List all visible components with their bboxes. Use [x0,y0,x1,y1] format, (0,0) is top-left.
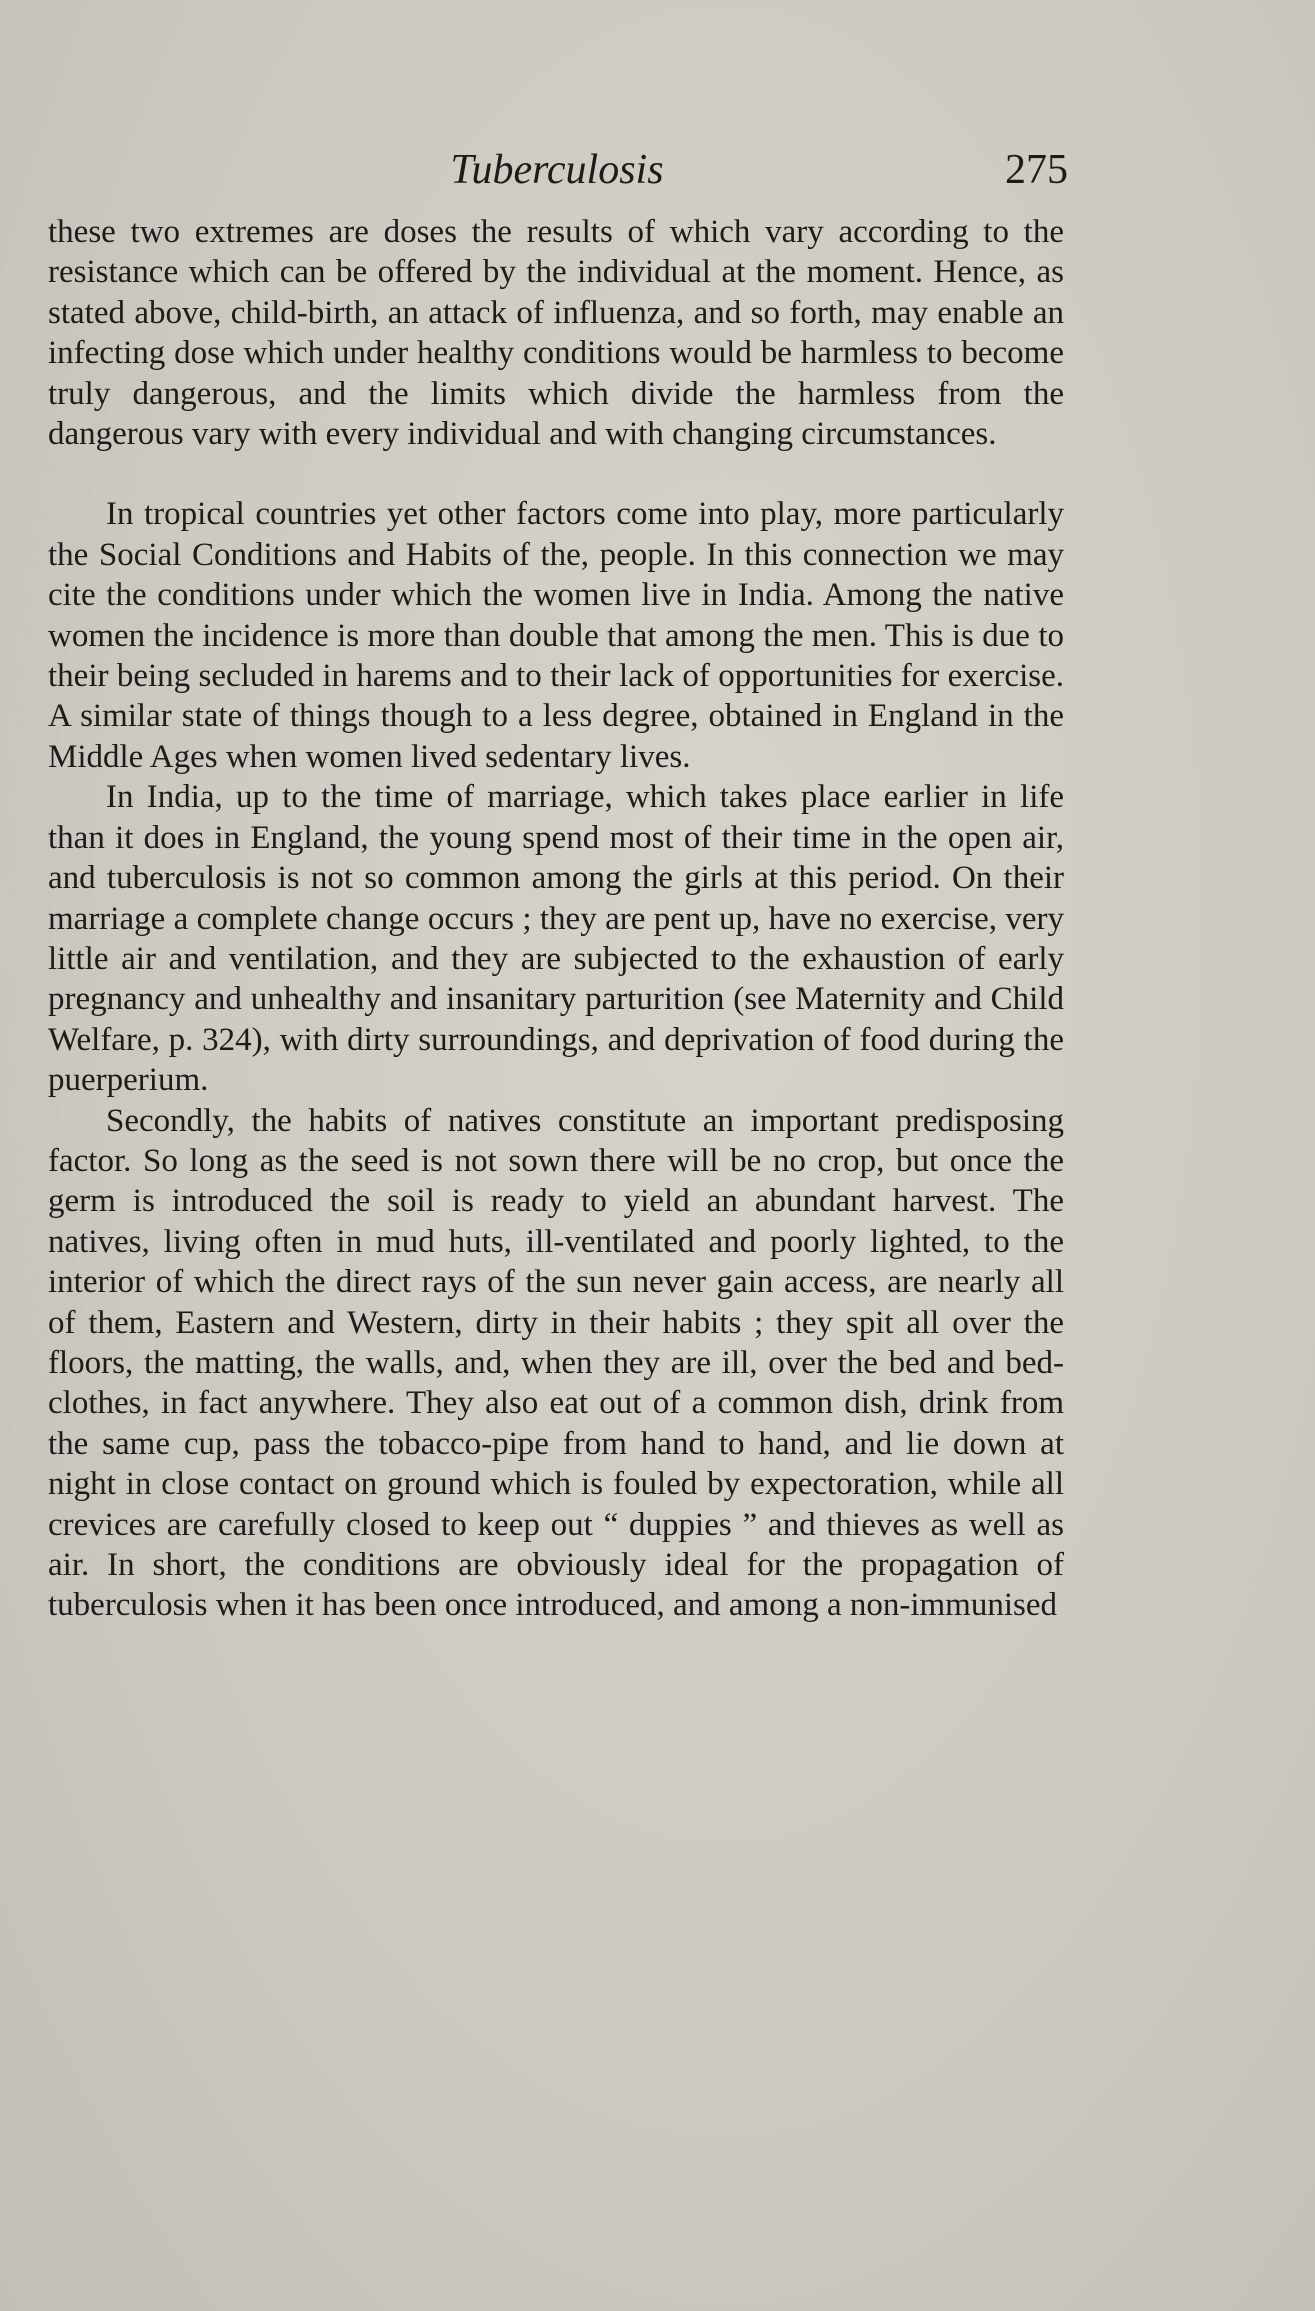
paragraph-tropical-factors: In tropical countries yet other factors come into play, more particularly the Social Conditions and Habits of the, people. In this connection we may cite the conditions under which the women live in India. Among the native women the incidence is more than double that among the men. This is due to their being secluded in harems and to their lack of opportunities for exercise. A similar state of things though to a less degree, obtained in England in the Middle Ages when women lived sedentary lives. [48,496,1064,775]
paragraph-marriage-india: In India, up to the time of marriage, which takes place earlier in life than it does in England, the young spend most of their time in the open air, and tuberculosis is not so common among the girls at this period. On their marriage a complete change occurs ; they are pent up, have no exercise, very little air and ventilation, and they are subjected to the exhaustion of early pregnancy and unhealthy and insanitary parturition (see Maternity and Child Welfare, p. 324), with dirty surroundings, and deprivation of food during the puerperium. [48,779,1064,1099]
body-text [48,212,1064,1626]
page-header [46,142,1068,202]
paragraph-native-habits: Secondly, the habits of natives constitute an important predisposing factor. So long as the seed is not sown there will be no crop, but once the germ is introduced the soil is ready to yield an abundant harvest. The natives, living often in mud huts, ill-ventilated and poorly lighted, to the interior of which the direct rays of the sun never gain access, are nearly all of them, Eastern and Western, dirty in their habits ; they spit all over the floors, the matting, the walls, and, when they are ill, over the bed and bed-clothes, in fact anywhere. They also eat out of a common dish, drink from the same cup, pass the tobacco-pipe from hand to hand, and lie down at night in close contact on ground which is fouled by expectoration, while all crevices are carefully closed to keep out “ duppies ” and thieves as well as air. In short, the conditions are obviously ideal for the propagation of tuberculosis when it has been once introduced, and among a non-immunised [48,1102,1064,1624]
running-title: Tuberculosis [450,147,664,193]
page-number: 275 [1005,147,1068,193]
paragraph-continuation: these two extremes are doses the results of which vary according to the resistance which can be offered by the individual at the moment. Hence, as stated above, child-birth, an attack of influenza, and so forth, may enable an infecting dose which under healthy conditions would be harmless to become truly dangerous, and the limits which divide the harmless from the dangerous vary with every individual and with changing circumstances. [48,214,1064,453]
